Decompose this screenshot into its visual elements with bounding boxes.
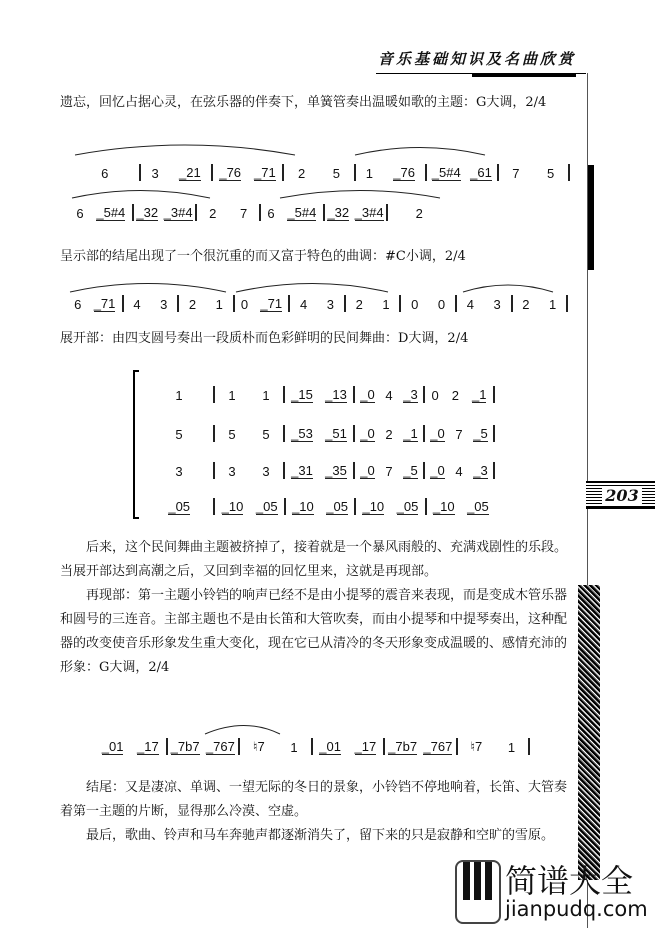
measure [70,166,139,181]
note: 2 [209,206,217,221]
note: _53 [291,426,313,441]
note: 5 [175,427,183,442]
header-rule-thick [472,73,576,77]
note: 3 [493,297,501,312]
note: _3#4 [354,205,384,220]
note: 2 [188,297,197,312]
measure [427,166,496,181]
note: _17 [354,739,377,754]
note: _10 [432,499,455,514]
note: _01 [319,739,341,754]
measure [285,388,353,403]
note: 7 [512,166,520,181]
measure [457,297,511,312]
measure [499,166,568,181]
note: _3 [473,463,488,478]
measure [284,166,353,181]
measure [385,740,456,755]
note: 7 [239,206,248,221]
note: _76 [219,165,242,180]
watermark-url: jianpudq.com [505,897,648,921]
edge-shading [578,585,600,880]
note: _61 [470,165,492,180]
measure [355,388,423,403]
note: _32 [136,205,159,220]
measure [215,500,283,515]
notation-row-4 [95,737,530,755]
note: _71 [93,296,116,311]
note: 0 [437,297,446,312]
note: _32 [327,205,350,220]
page-number-tab [586,481,655,509]
notation-row-2 [70,203,450,221]
note: 3 [175,464,183,479]
watermark-name: 简谱大全 [505,862,634,900]
note: _5#4 [287,205,317,220]
note: 5 [262,427,270,442]
note: _21 [179,165,201,180]
measure [70,206,132,221]
measure [425,388,493,403]
measure [285,464,353,479]
measure [197,206,259,221]
note: 1 [175,388,183,403]
measure [427,500,495,515]
note: _05 [255,499,278,514]
paragraph: 后来，这个民间舞曲主题被挤掉了，接着就是一个暴风雨般的、充满戏剧性的乐段。当展开部达到高潮之后，又回到幸福的回忆里来，这就是再现部。 [60,540,568,579]
note: 2 [415,206,423,221]
note: 4 [466,297,474,312]
measure [425,464,493,479]
note: _3#4 [163,205,193,220]
horn-part-4 [145,497,495,515]
running-header: 音乐基础知识及名曲欣赏 [378,50,577,68]
note: _05 [326,499,348,514]
measure [95,740,166,755]
note: 3 [228,464,236,479]
note: _10 [292,499,314,514]
note: 0 [431,388,439,403]
measure [215,427,283,442]
note: 3 [262,464,270,479]
barline [493,386,495,403]
measure [145,500,213,515]
note: 6 [76,206,84,221]
measure [215,464,283,479]
note: 1 [382,297,390,312]
note: _15 [291,387,313,402]
note: 7 [385,464,393,479]
note: 2 [298,166,306,181]
measure [356,500,424,515]
note: _0 [430,463,445,478]
note: _0 [430,426,445,441]
note: 2 [522,297,530,312]
horn-part-1 [145,385,495,403]
note: 1 [365,166,374,181]
measure [145,388,213,403]
measure [261,206,323,221]
note: _1 [472,387,487,402]
note: ♮7 [470,739,483,754]
measure [235,297,289,312]
note: _7b7 [388,739,418,754]
barline [566,295,568,312]
note: _01 [101,739,124,754]
measure [355,464,423,479]
note: _1 [403,426,418,441]
measure [145,464,213,479]
piano-keys-icon [455,860,501,924]
note: _17 [137,739,159,754]
note: 1 [262,388,270,403]
measure [458,739,529,755]
note: 4 [300,297,308,312]
note: 6 [267,206,275,221]
note: 6 [101,166,109,181]
note: 4 [385,388,393,403]
note: 2 [355,297,363,312]
barline [493,462,495,479]
slurs [68,278,568,294]
measure [213,166,282,181]
note: 3 [151,166,159,181]
note: _05 [467,499,489,514]
note: 3 [326,297,335,312]
measure [513,297,567,312]
note: _767 [423,739,453,754]
note: _0 [360,426,375,441]
paragraph: 展开部：由四支圆号奏出一段质朴而色彩鲜明的民间舞曲：D大调，2/4 [60,331,469,346]
note: _76 [393,165,415,180]
note: _7b7 [170,739,200,754]
note: 5 [546,166,555,181]
note: _10 [221,499,244,514]
page-number: 203 [602,486,642,505]
barline [493,425,495,442]
note: 1 [228,388,236,403]
barline [568,164,570,181]
measure [179,297,233,312]
note: _71 [260,296,283,311]
note: 2 [385,427,393,442]
measure [346,297,400,312]
slurs [95,720,535,736]
horn-part-2 [145,424,495,442]
notation-row-3 [68,294,568,312]
barline [528,738,530,755]
note: 1 [549,297,557,312]
note: _5 [473,426,488,441]
system-bracket [133,370,139,519]
note: _3 [403,387,418,402]
note: 1 [507,740,516,755]
note: ♮7 [252,739,265,754]
paragraph: 最后，歌曲、铃声和马车奔驰声都逐渐消失了，留下来的只是寂静和空旷的雪原。 [86,828,555,843]
measure [388,206,450,221]
measure [145,427,213,442]
note: 6 [74,297,82,312]
note: _05 [396,499,419,514]
measure [286,500,354,515]
paragraph: 再现部：第一主题小铃铛的响声已经不是由小提琴的震音来表现，而是变成木管乐器和圆号的三连音。主部主题也不是由长笛和大管吹奏，而由小提琴和中提琴奏出，这种配器的改变使音乐形象发生重大变化，现在它已从清冷的冬天形象变成温暖的、感情充沛的形象：G大调，2/4 [60,588,568,675]
measure [313,740,384,755]
paragraph: 遗忘，回忆占据心灵，在弦乐器的伴奏下，单簧管奏出温暖如歌的主题：G大调，2/4 [60,95,547,110]
measure [124,297,178,312]
measure [215,388,283,403]
note: 7 [455,427,463,442]
note: 5 [332,166,340,181]
measure [290,297,344,312]
measure [355,427,423,442]
note: 0 [411,297,419,312]
measure [401,297,455,312]
paragraph: 呈示部的结尾出现了一个很沉重的而又富于特色的曲调：#C小调，2/4 [60,249,466,264]
slurs [70,140,570,160]
measure [168,740,239,755]
note: 4 [133,297,141,312]
note: 3 [160,297,168,312]
note: _35 [325,463,347,478]
watermark-logo [455,860,648,924]
note: 4 [455,464,463,479]
horn-part-3 [145,461,495,479]
note: _5 [403,463,418,478]
measure [68,297,122,312]
note: 5 [228,427,236,442]
notation-row-1 [70,163,570,181]
measure [425,427,493,442]
measure [134,206,196,221]
measure [240,739,311,755]
note: _51 [325,426,347,441]
note: _0 [360,387,375,402]
margin-bar [588,165,594,270]
note: _5#4 [96,205,126,220]
measure [285,427,353,442]
note: _05 [168,499,191,514]
note: 2 [451,388,459,403]
note: 0 [240,297,249,312]
note: _5#4 [431,165,461,180]
measure [356,166,425,181]
measure [141,166,210,181]
note: _13 [325,387,347,402]
note: 1 [215,297,223,312]
paragraph: 结尾：又是凄凉、单调、一望无际的冬日的景象，小铃铛不停地响着，长笛、大管奏着第一主题的片断，显得那么冷漠、空虚。 [60,780,568,819]
note: _767 [205,739,235,754]
note: _10 [362,499,385,514]
note: 1 [290,740,298,755]
note: _0 [360,463,375,478]
note: _71 [254,165,276,180]
measure [325,206,387,221]
slurs [70,186,450,200]
note: _31 [291,463,313,478]
